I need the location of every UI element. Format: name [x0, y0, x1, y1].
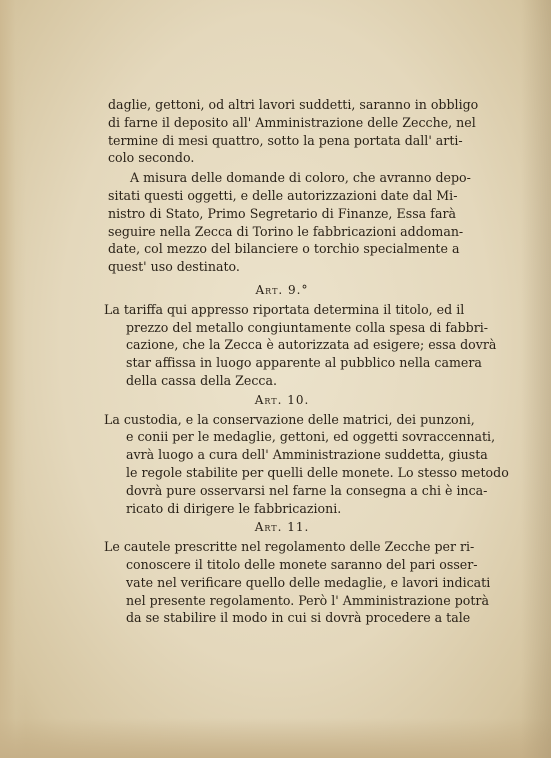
- text-line: vate nel verificare quello delle medaglie, e lavori indicati: [126, 574, 491, 590]
- article-9-heading: Art. 9.°: [255, 282, 309, 297]
- text-line: quest' uso destinato.: [108, 259, 240, 275]
- document-body: [104, 96, 509, 627]
- text-line: sitati questi oggetti, e delle autorizzazioni date dal Mi-: [108, 187, 458, 203]
- page-bottom-shading: [0, 718, 551, 758]
- text-line: seguire nella Zecca di Torino le fabbricazioni addoman-: [108, 223, 464, 239]
- text-line: e conii per le medaglie, gettoni, ed oggetti sovraccennati,: [126, 429, 496, 445]
- text-line: ricato di dirigere le fabbricazioni.: [126, 500, 342, 516]
- text-line: termine di mesi quattro, sotto la pena portata dall' arti-: [108, 132, 463, 148]
- article-9-text: [104, 301, 497, 390]
- article-11-heading: Art. 11.: [254, 520, 310, 535]
- text-line: date, col mezzo del bilanciere o torchio specialmente a: [108, 241, 460, 257]
- text-line: prezzo del metallo congiuntamente colla spesa di fabbri-: [126, 319, 489, 335]
- text-line: le regole stabilite per quelli delle monete. Lo stesso metodo: [126, 464, 509, 480]
- text-line: Le cautele prescritte nel regolamento delle Zecche per ri-: [104, 539, 475, 555]
- text-line: star affissa in luogo apparente al pubblico nella camera: [126, 355, 482, 371]
- text-line: nel presente regolamento. Però l' Amministrazione potrà: [126, 592, 489, 608]
- text-line: daglie, gettoni, od altri lavori suddetti, saranno in obbligo: [108, 97, 479, 112]
- paragraph-2: [108, 169, 471, 276]
- page-fold-shading: [521, 0, 551, 758]
- text-line: dovrà pure osservarsi nel farne la consegna a chi è inca-: [126, 482, 488, 498]
- article-11-text: [104, 538, 491, 627]
- text-line: nistro di Stato, Primo Segretario di Finanze, Essa farà: [108, 205, 456, 221]
- article-10-text: [104, 411, 509, 518]
- text-line: La tariffa qui appresso riportata determina il titolo, ed il: [104, 301, 465, 317]
- text-line: conoscere il titolo delle monete saranno del pari osser-: [126, 556, 478, 572]
- text-line: di farne il deposito all' Amministrazione delle Zecche, nel: [108, 114, 476, 130]
- text-line: La custodia, e la conservazione delle matrici, dei punzoni,: [104, 411, 475, 427]
- text-line: A misura delle domande di coloro, che avranno depo-: [130, 170, 471, 186]
- text-line: da se stabilire il modo in cui si dovrà procedere a tale: [126, 610, 471, 626]
- text-line: cazione, che la Zecca è autorizzata ad esigere; essa dovrà: [126, 337, 497, 353]
- paragraph-1: [108, 96, 479, 167]
- text-line: avrà luogo a cura dell' Amministrazione suddetta, giusta: [126, 447, 488, 463]
- text-line: della cassa della Zecca.: [126, 372, 277, 388]
- article-10-heading: Art. 10.: [254, 392, 310, 407]
- page-edge-shading: [0, 0, 26, 758]
- text-line: colo secondo.: [108, 150, 195, 166]
